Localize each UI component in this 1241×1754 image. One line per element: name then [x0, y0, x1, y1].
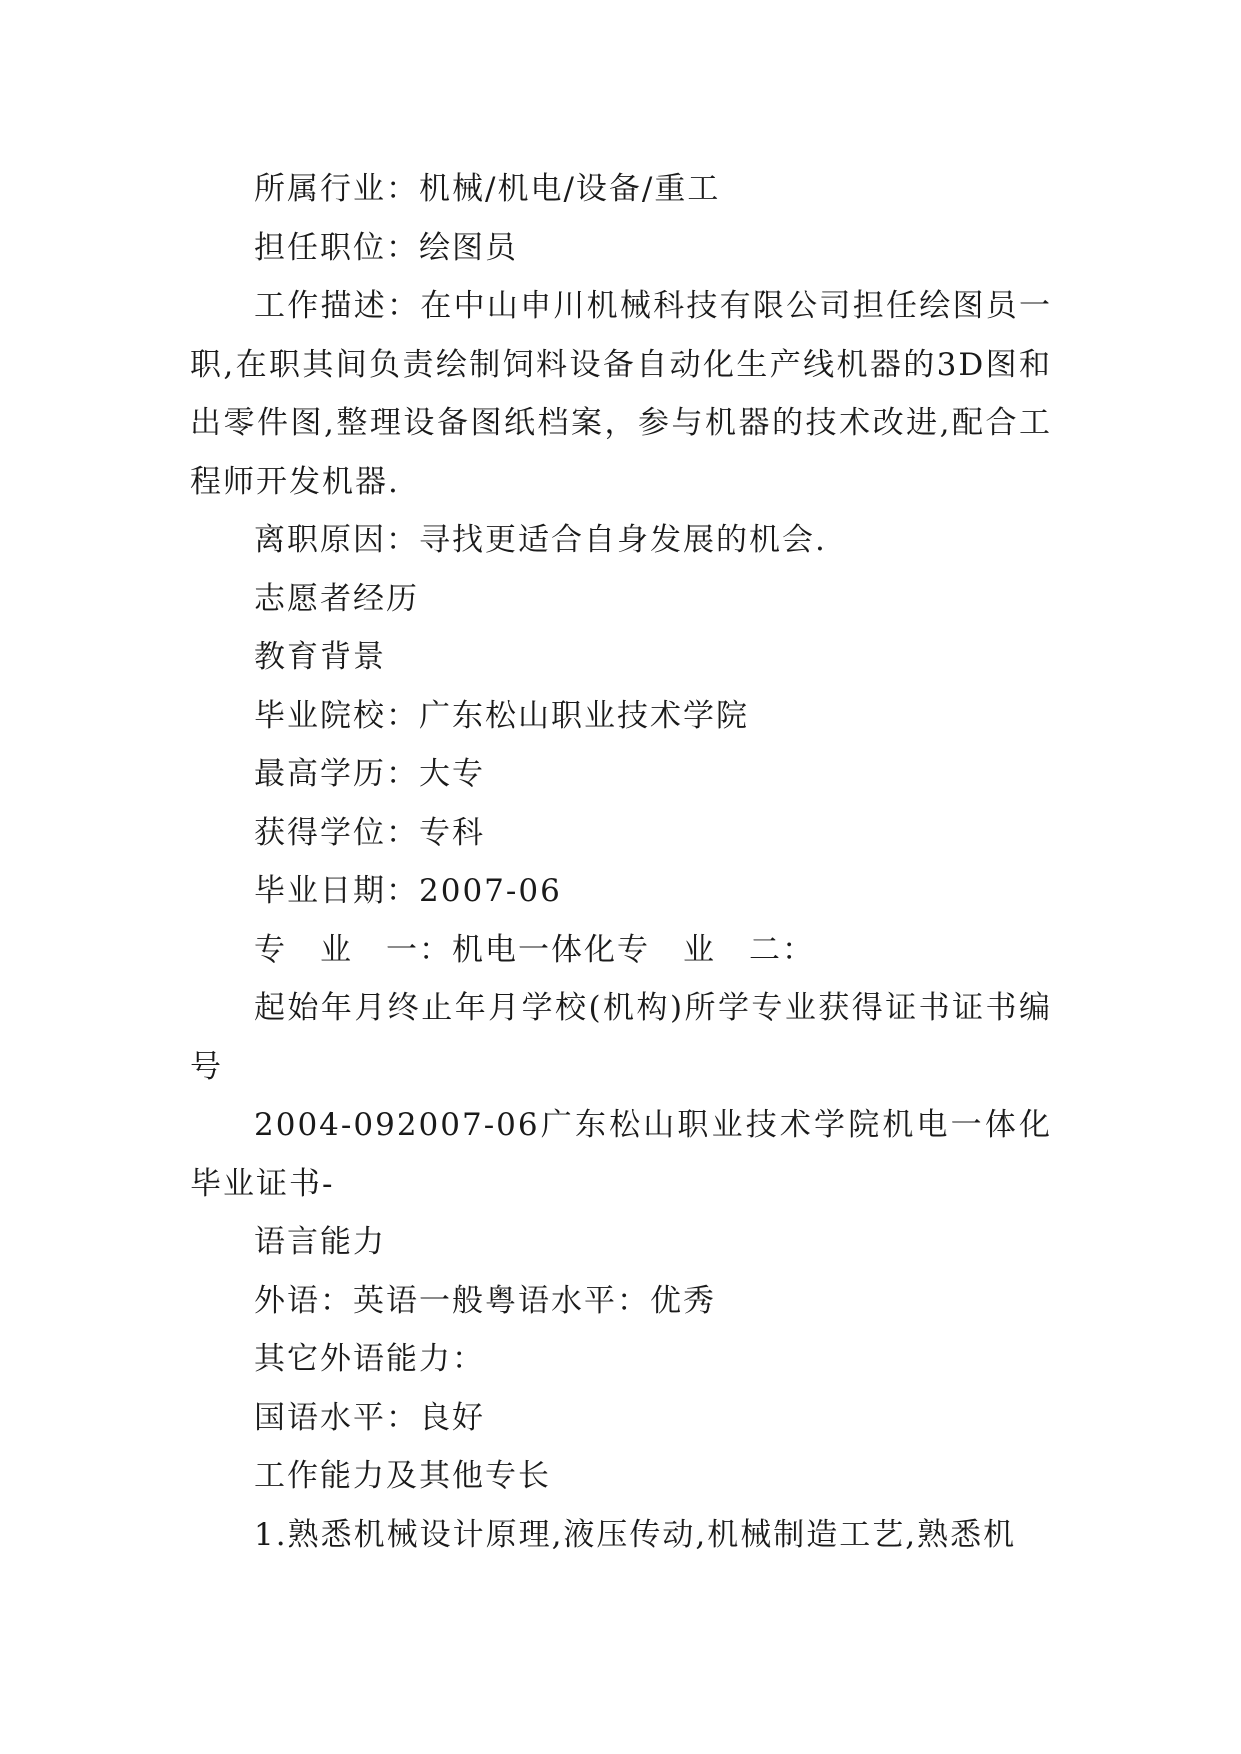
education-table-row: 2004-092007-06广东松山职业技术学院机电一体化毕业证书-: [190, 1107, 1052, 1202]
mandarin-level: 国语水平：良好: [254, 1399, 485, 1436]
majors-line: 专 业 一：机电一体化专 业 二：: [254, 931, 815, 968]
skill-item-1: 1.熟悉机械设计原理,液压传动,机械制造工艺,熟悉机: [254, 1516, 1017, 1553]
foreign-language: 外语：英语一般粤语水平：优秀: [254, 1282, 716, 1319]
section-heading-volunteer: 志愿者经历: [254, 580, 419, 617]
highest-degree: 最高学历：大专: [254, 756, 485, 792]
job-description: 工作描述：在中山申川机械科技有限公司担任绘图员一职,在职其间负责绘制饲料设备自动化生产线机器的3D图和出零件图,整理设备图纸档案，参与机器的技术改进,配合工程师开发机器.: [190, 288, 1052, 500]
graduation-date: 毕业日期：2007-06: [254, 873, 562, 909]
leaving-reason: 离职原因：寻找更适合自身发展的机会.: [254, 522, 827, 558]
industry-line: 所属行业：机械/机电/设备/重工: [254, 171, 721, 207]
education-table-header: 起始年月终止年月学校(机构)所学专业获得证书证书编号: [190, 990, 1052, 1085]
other-languages: 其它外语能力：: [254, 1341, 485, 1377]
graduate-school: 毕业院校：广东松山职业技术学院: [254, 697, 749, 734]
section-heading-education: 教育背景: [254, 639, 386, 675]
document-body: [190, 160, 1052, 1564]
degree-obtained: 获得学位：专科: [254, 814, 485, 851]
section-heading-skills: 工作能力及其他专长: [254, 1458, 551, 1494]
section-heading-language: 语言能力: [254, 1224, 386, 1260]
position-line: 担任职位：绘图员: [254, 229, 518, 266]
